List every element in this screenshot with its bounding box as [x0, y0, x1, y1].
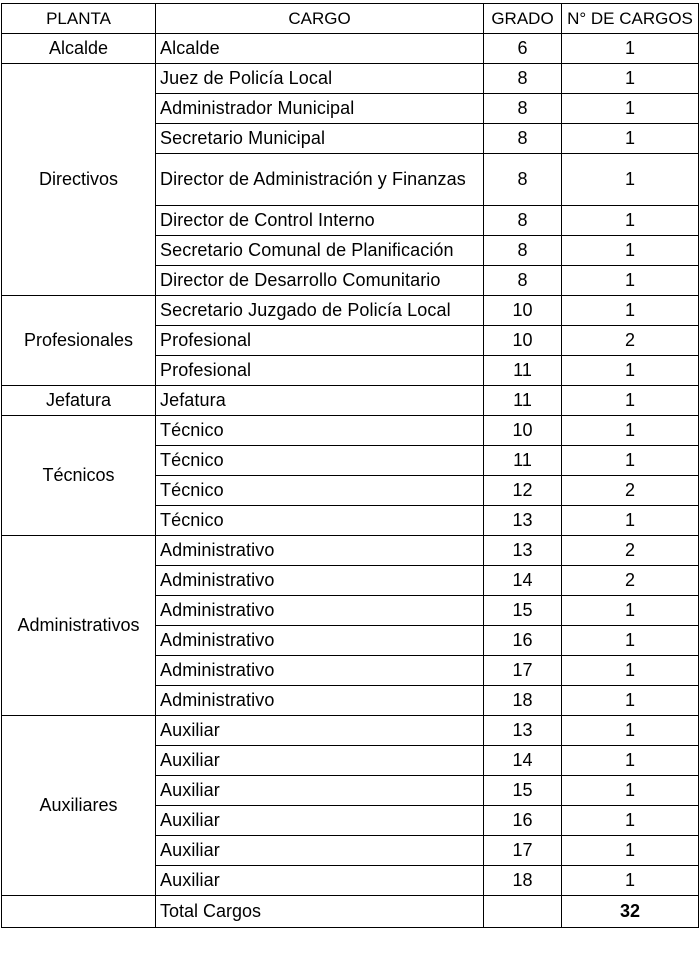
planta-cell: Directivos	[2, 64, 156, 296]
grado-cell: 8	[484, 266, 562, 296]
grado-cell: 10	[484, 326, 562, 356]
n-cargos-cell: 1	[562, 356, 699, 386]
n-cargos-cell: 1	[562, 776, 699, 806]
cargo-cell: Director de Administración y Finanzas	[156, 154, 484, 206]
cargo-cell: Técnico	[156, 506, 484, 536]
cargo-cell: Administrativo	[156, 626, 484, 656]
cargo-cell: Auxiliar	[156, 746, 484, 776]
header-n-cargos: N° DE CARGOS	[562, 4, 699, 34]
n-cargos-cell: 1	[562, 206, 699, 236]
n-cargos-cell: 1	[562, 124, 699, 154]
grado-cell: 17	[484, 656, 562, 686]
planta-cell: Profesionales	[2, 296, 156, 386]
n-cargos-cell: 1	[562, 446, 699, 476]
cargo-cell: Administrativo	[156, 596, 484, 626]
table-row	[2, 536, 699, 566]
planta-cell: Alcalde	[2, 34, 156, 64]
cargo-cell: Técnico	[156, 446, 484, 476]
cargo-cell: Secretario Juzgado de Policía Local	[156, 296, 484, 326]
grado-cell: 6	[484, 34, 562, 64]
table-row	[2, 386, 699, 416]
grado-cell: 18	[484, 866, 562, 896]
planta-cell: Administrativos	[2, 536, 156, 716]
cargo-cell: Técnico	[156, 416, 484, 446]
total-row	[2, 896, 699, 928]
grado-cell: 8	[484, 94, 562, 124]
planta-cell: Técnicos	[2, 416, 156, 536]
grado-cell: 8	[484, 154, 562, 206]
n-cargos-cell: 1	[562, 716, 699, 746]
cargo-cell: Auxiliar	[156, 716, 484, 746]
header-planta: PLANTA	[2, 4, 156, 34]
grado-cell: 8	[484, 64, 562, 94]
cargo-cell: Auxiliar	[156, 866, 484, 896]
n-cargos-cell: 1	[562, 94, 699, 124]
grado-cell: 14	[484, 566, 562, 596]
grado-cell: 18	[484, 686, 562, 716]
cargo-cell: Director de Control Interno	[156, 206, 484, 236]
table-row	[2, 34, 699, 64]
n-cargos-cell: 1	[562, 34, 699, 64]
planta-cell: Auxiliares	[2, 716, 156, 896]
header-cargo: CARGO	[156, 4, 484, 34]
grado-cell: 13	[484, 536, 562, 566]
cargo-cell: Administrativo	[156, 686, 484, 716]
table-row	[2, 416, 699, 446]
n-cargos-cell: 1	[562, 836, 699, 866]
n-cargos-cell: 1	[562, 416, 699, 446]
cargo-cell: Administrativo	[156, 656, 484, 686]
n-cargos-cell: 1	[562, 596, 699, 626]
total-label: Total Cargos	[156, 896, 484, 928]
cargo-cell: Jefatura	[156, 386, 484, 416]
n-cargos-cell: 2	[562, 566, 699, 596]
n-cargos-cell: 1	[562, 154, 699, 206]
n-cargos-cell: 1	[562, 746, 699, 776]
grado-cell: 10	[484, 296, 562, 326]
n-cargos-cell: 1	[562, 686, 699, 716]
grado-cell: 13	[484, 716, 562, 746]
n-cargos-cell: 1	[562, 626, 699, 656]
cargo-cell: Administrador Municipal	[156, 94, 484, 124]
cargo-cell: Secretario Comunal de Planificación	[156, 236, 484, 266]
cargo-cell: Profesional	[156, 326, 484, 356]
grado-cell: 11	[484, 446, 562, 476]
grado-cell: 12	[484, 476, 562, 506]
grado-cell: 8	[484, 236, 562, 266]
grado-cell: 15	[484, 596, 562, 626]
grado-cell: 10	[484, 416, 562, 446]
grado-cell: 8	[484, 124, 562, 154]
grado-cell: 11	[484, 356, 562, 386]
grado-cell: 15	[484, 776, 562, 806]
grado-cell: 14	[484, 746, 562, 776]
n-cargos-cell: 1	[562, 806, 699, 836]
n-cargos-cell: 1	[562, 296, 699, 326]
n-cargos-cell: 1	[562, 506, 699, 536]
grado-cell: 11	[484, 386, 562, 416]
n-cargos-cell: 2	[562, 536, 699, 566]
header-row	[2, 4, 699, 34]
grado-cell: 8	[484, 206, 562, 236]
cargo-cell: Auxiliar	[156, 776, 484, 806]
n-cargos-cell: 2	[562, 476, 699, 506]
cargo-cell: Alcalde	[156, 34, 484, 64]
table-row	[2, 64, 699, 94]
header-grado: GRADO	[484, 4, 562, 34]
n-cargos-cell: 1	[562, 236, 699, 266]
cargo-cell: Director de Desarrollo Comunitario	[156, 266, 484, 296]
planta-cell: Jefatura	[2, 386, 156, 416]
n-cargos-cell: 1	[562, 64, 699, 94]
table-body	[2, 34, 699, 896]
grado-cell: 13	[484, 506, 562, 536]
cargo-cell: Profesional	[156, 356, 484, 386]
n-cargos-cell: 1	[562, 656, 699, 686]
cargo-cell: Auxiliar	[156, 836, 484, 866]
n-cargos-cell: 1	[562, 866, 699, 896]
total-value: 32	[562, 896, 699, 928]
n-cargos-cell: 1	[562, 386, 699, 416]
total-empty-grado	[484, 896, 562, 928]
n-cargos-cell: 2	[562, 326, 699, 356]
total-empty-planta	[2, 896, 156, 928]
table-row	[2, 296, 699, 326]
grado-cell: 16	[484, 626, 562, 656]
cargo-cell: Auxiliar	[156, 806, 484, 836]
cargos-table	[1, 3, 699, 928]
cargo-cell: Administrativo	[156, 566, 484, 596]
grado-cell: 17	[484, 836, 562, 866]
cargo-cell: Juez de Policía Local	[156, 64, 484, 94]
n-cargos-cell: 1	[562, 266, 699, 296]
grado-cell: 16	[484, 806, 562, 836]
cargo-cell: Secretario Municipal	[156, 124, 484, 154]
cargo-cell: Administrativo	[156, 536, 484, 566]
table-row	[2, 716, 699, 746]
cargo-cell: Técnico	[156, 476, 484, 506]
